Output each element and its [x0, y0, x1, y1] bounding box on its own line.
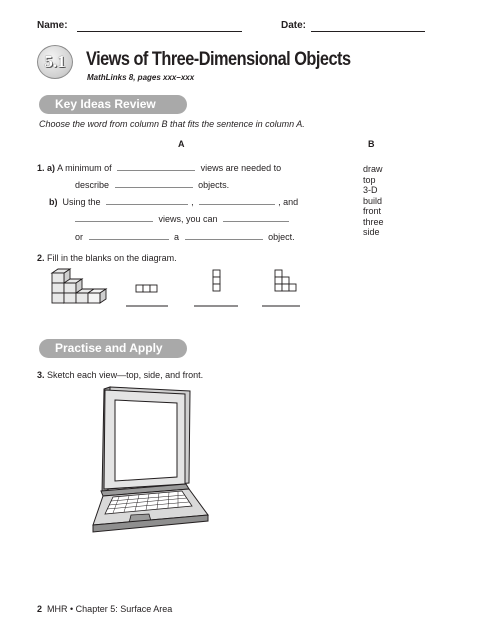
name-label: Name:: [37, 20, 68, 31]
part-label: a): [47, 163, 56, 173]
practise-heading: Practise and Apply: [39, 339, 187, 358]
footer-text: MHR • Chapter 5: Surface Area: [47, 604, 173, 614]
page-number: 2: [37, 604, 43, 614]
blank-input[interactable]: [75, 221, 153, 222]
blank-input[interactable]: [185, 239, 263, 240]
question-number: 3.: [37, 370, 45, 380]
question-number: 1.: [37, 163, 45, 173]
question-1b-line-1: b) Using the , , and: [49, 197, 299, 207]
3d-object-drawing: [52, 269, 106, 303]
question-1a-line-1: 1. a) A minimum of views are needed to: [37, 163, 282, 173]
word-item: top: [363, 174, 376, 185]
side-view-drawing: [213, 270, 220, 291]
key-ideas-heading: Key Ideas Review: [39, 95, 187, 114]
date-label: Date:: [281, 20, 307, 31]
word-item: front: [363, 206, 382, 216]
word-item: side: [363, 227, 380, 237]
question-2: 2. Fill in the blanks on the diagram.: [37, 253, 177, 263]
blank-input[interactable]: [106, 204, 188, 205]
question-1b-line-3: or a object.: [75, 232, 295, 242]
section-title: Views of Three-Dimensional Objects: [86, 49, 351, 70]
front-view-drawing: [275, 270, 296, 291]
section-subtitle: MathLinks 8, pages xxx–xxx: [87, 73, 195, 82]
blank-input[interactable]: [89, 239, 169, 240]
section-badge: 5.1: [37, 45, 73, 79]
column-b-header: B: [368, 139, 375, 149]
word-item: 3-D: [363, 185, 378, 195]
blank-input[interactable]: [115, 187, 193, 188]
blank-input[interactable]: [223, 221, 289, 222]
column-a-header: A: [178, 139, 185, 149]
question-3: 3. Sketch each view—top, side, and front.: [37, 370, 204, 380]
question-number: 2.: [37, 253, 45, 263]
word-item: build: [363, 195, 383, 206]
blank-input[interactable]: [117, 170, 195, 171]
key-ideas-instruction: Choose the word from column B that fits the sentence in column A.: [39, 119, 305, 129]
views-diagram: [40, 265, 320, 315]
word-list: [363, 164, 384, 238]
word-item: three: [363, 216, 384, 227]
word-item: draw: [363, 164, 383, 174]
date-field[interactable]: [311, 31, 425, 32]
top-view-drawing: [136, 285, 157, 292]
blank-input[interactable]: [199, 204, 275, 205]
part-label: b): [49, 197, 58, 207]
question-1a-line-2: describe objects.: [75, 180, 230, 190]
name-field[interactable]: [77, 31, 242, 32]
laptop-drawing: [85, 385, 210, 535]
question-1b-line-2: views, you can: [72, 214, 292, 224]
footer: [37, 604, 172, 614]
